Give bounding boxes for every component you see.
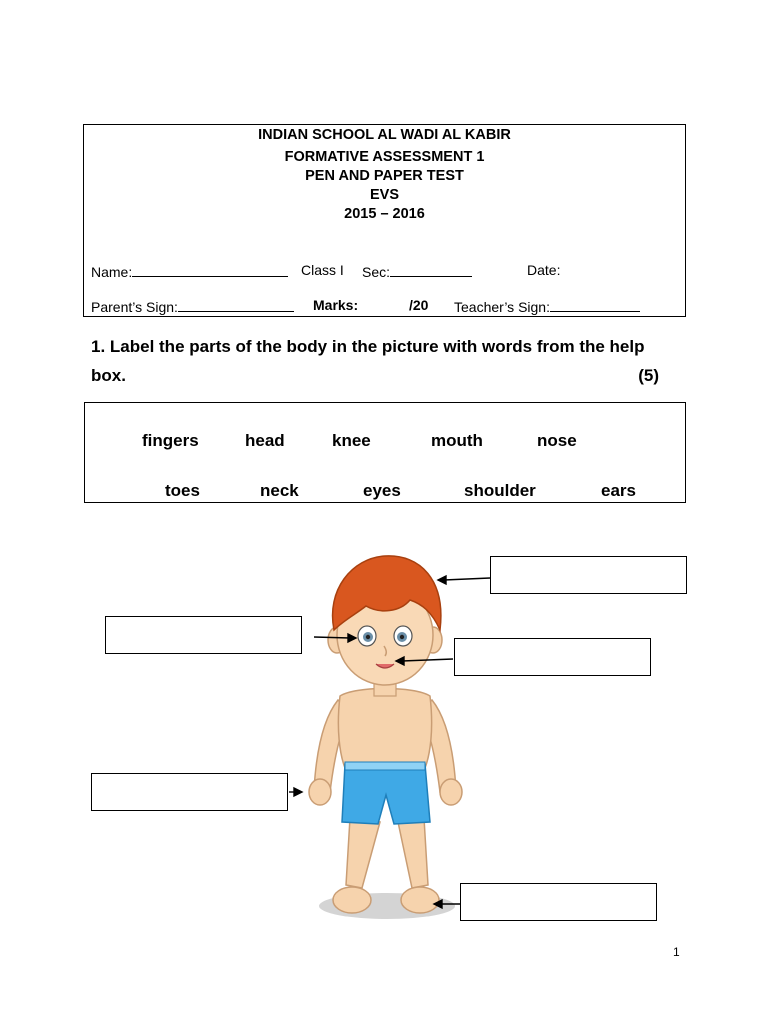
help-word: knee [332,431,371,450]
question-line-1: 1. Label the parts of the body in the picture with words from the help [91,337,645,356]
help-word: nose [537,431,577,450]
sec-label: Sec: [362,264,391,280]
help-word: shoulder [464,481,536,500]
name-label: Name: [91,264,133,280]
date-label: Date: [527,262,561,278]
help-word: neck [260,481,299,500]
parent-sign-label: Parent’s Sign: [91,299,178,315]
assessment-title: FORMATIVE ASSESSMENT 1 [284,149,485,165]
right-hand [440,779,462,805]
class-label: Class I [301,262,344,278]
question-line-2: box. [91,366,126,385]
help-word: head [245,431,285,450]
left-hand [309,779,331,805]
help-word: fingers [142,431,199,450]
right-foot [401,887,439,913]
marks-total: /20 [409,297,429,313]
help-word: eyes [363,481,401,500]
page-number: 1 [673,945,680,959]
help-word: toes [165,481,200,500]
left-foot [333,887,371,913]
torso [338,689,431,769]
help-word: mouth [431,431,483,450]
teacher-sign-label: Teacher’s Sign: [454,299,550,315]
label-box-hair[interactable] [490,556,687,594]
label-box-toes[interactable] [460,883,657,921]
shorts-waistband [345,762,425,770]
help-word: ears [601,481,636,500]
label-box-fingers[interactable] [91,773,288,811]
label-box-mouth[interactable] [454,638,651,676]
school-name: INDIAN SCHOOL AL WADI AL KABIR [258,127,511,143]
academic-year: 2015 – 2016 [344,206,425,222]
question-marks: (5) [638,366,659,385]
right-leg [398,818,428,888]
label-box-eyes[interactable] [105,616,302,654]
left-leg [346,818,380,888]
marks-label: Marks: [313,297,359,313]
test-type: PEN AND PAPER TEST [305,168,464,184]
subject: EVS [369,187,399,203]
blue-shorts [342,764,430,824]
